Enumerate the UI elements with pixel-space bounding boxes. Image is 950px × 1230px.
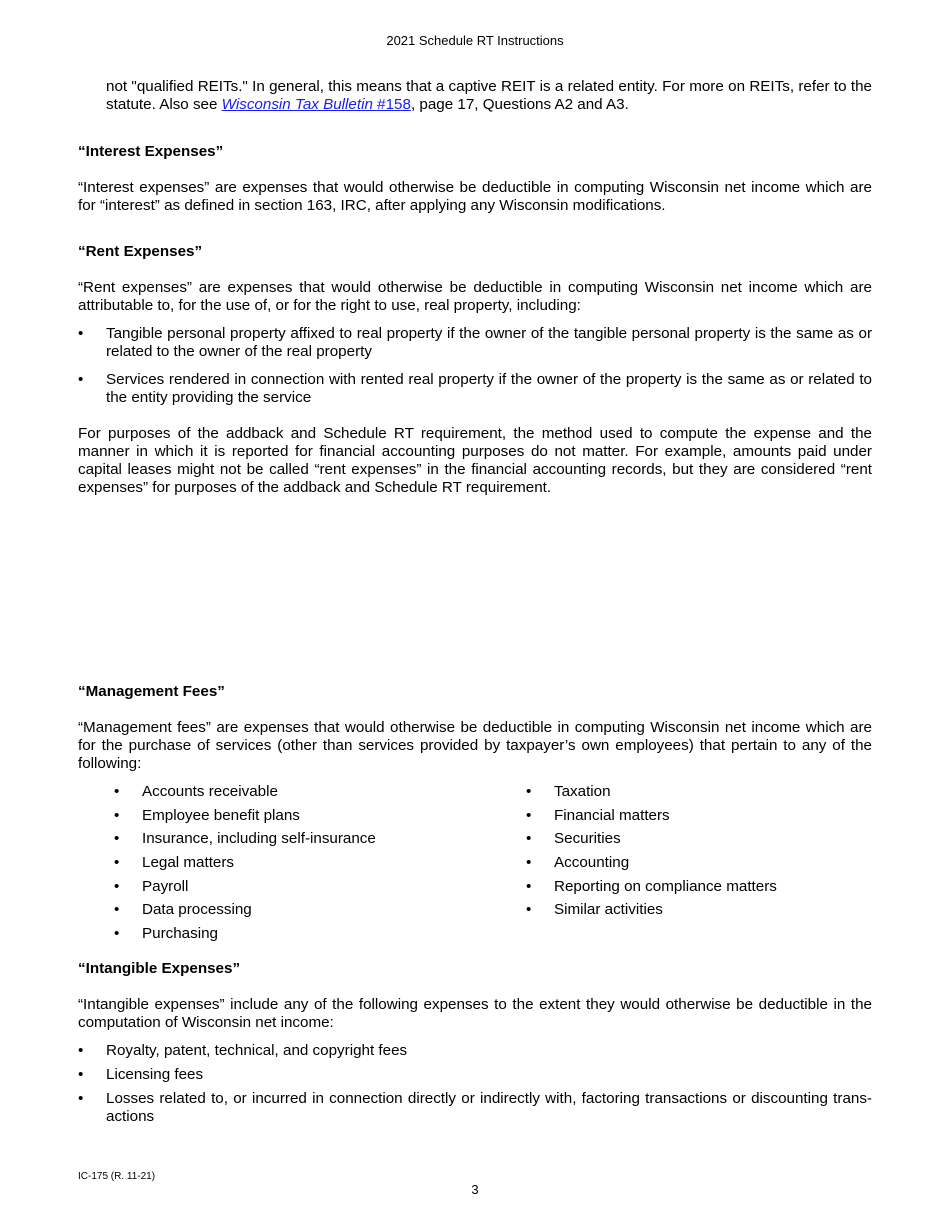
list-item: • Services rendered in connection with rented real property if the owner of the property is the same as or related to the entity providing the service <box>78 371 872 407</box>
intangible-intro: “Intangible expenses” include any of the following expenses to the extent they would otherwise be deductible in the computation of Wisconsin net income: <box>78 995 872 1031</box>
rent-intro: “Rent expenses” are expenses that would otherwise be deductible in computing Wisconsin net income which are attributable to, for the use of, or for the right to use, real property, including: <box>78 279 872 314</box>
list-item: • Similar activities <box>490 901 777 919</box>
rent-heading: “Rent Expenses” <box>78 243 203 260</box>
tax-bulletin-link-number: #158 <box>372 96 411 113</box>
list-item: • Royalty, patent, technical, and copyright fees <box>78 1042 872 1060</box>
list-item: • Financial matters <box>490 807 777 825</box>
management-intro: “Management fees” are expenses that would otherwise be deductible in computing Wisconsin net income which are for the purchase of services (other than services provided by taxpayer’s own employees) that pertain to any of the following: <box>78 719 872 772</box>
reit-text: not "qualified REITs." In general, this means that a captive REIT is a related entity. For more on REITs, refer to the statute. Also see <box>106 78 872 113</box>
management-list-right <box>490 783 777 949</box>
list-item: • Purchasing <box>78 925 490 943</box>
list-item: • Accounting <box>490 854 777 872</box>
list-item: • Securities <box>490 830 777 848</box>
document-body <box>78 78 872 1126</box>
list-item: • Data processing <box>78 901 490 919</box>
intangible-heading: “Intangible Expenses” <box>78 959 241 977</box>
tax-bulletin-link[interactable] <box>222 96 411 113</box>
list-item: • Payroll <box>78 878 490 896</box>
list-item: • Accounts receivable <box>78 783 490 801</box>
form-id: IC-175 (R. 11-21) <box>78 1171 156 1182</box>
rent-bullet-list <box>78 325 872 407</box>
interest-heading: “Interest Expenses” <box>78 143 224 160</box>
page-number: 3 <box>471 1182 479 1197</box>
interest-paragraph: “Interest expenses” are expenses that would otherwise be deductible in computing Wisconsin net income which are for “interest” as defined in section 163, IRC, after applying any Wisconsin modifications. <box>78 179 872 214</box>
tax-bulletin-link-title: Wisconsin Tax Bulletin <box>221 96 373 113</box>
list-item: • Tangible personal property affixed to real property if the owner of the tangible personal property is the same as or related to the owner of the real property <box>78 325 872 361</box>
list-item: • Employee benefit plans <box>78 807 490 825</box>
intangible-bullet-list <box>78 1042 872 1126</box>
reit-paragraph <box>78 78 872 114</box>
reit-text-end: , page 17, Questions A2 and A3. <box>410 96 629 113</box>
list-item: • Legal matters <box>78 854 490 872</box>
management-heading: “Management Fees” <box>78 683 225 700</box>
list-item: • Taxation <box>490 783 777 801</box>
list-item: • Licensing fees <box>78 1066 872 1084</box>
management-columns <box>78 783 872 949</box>
management-list-left <box>78 783 490 949</box>
list-item: • Losses related to, or incurred in connection directly or indirectly with, factoring transactions or discounting trans-actions <box>78 1090 872 1126</box>
list-item: • Insurance, including self-insurance <box>78 830 490 848</box>
rent-closing: For purposes of the addback and Schedule RT requirement, the method used to compute the expense and the manner in which it is reported for financial accounting purposes do not matter. For example, amounts paid under capital leases might not be called “rent expenses” in the financial accounting records, but they are considered “rent expenses” for purposes of the addback and Schedule RT requirement. <box>78 425 872 496</box>
page-header: 2021 Schedule RT Instructions <box>386 33 564 48</box>
list-item: • Reporting on compliance matters <box>490 878 777 896</box>
